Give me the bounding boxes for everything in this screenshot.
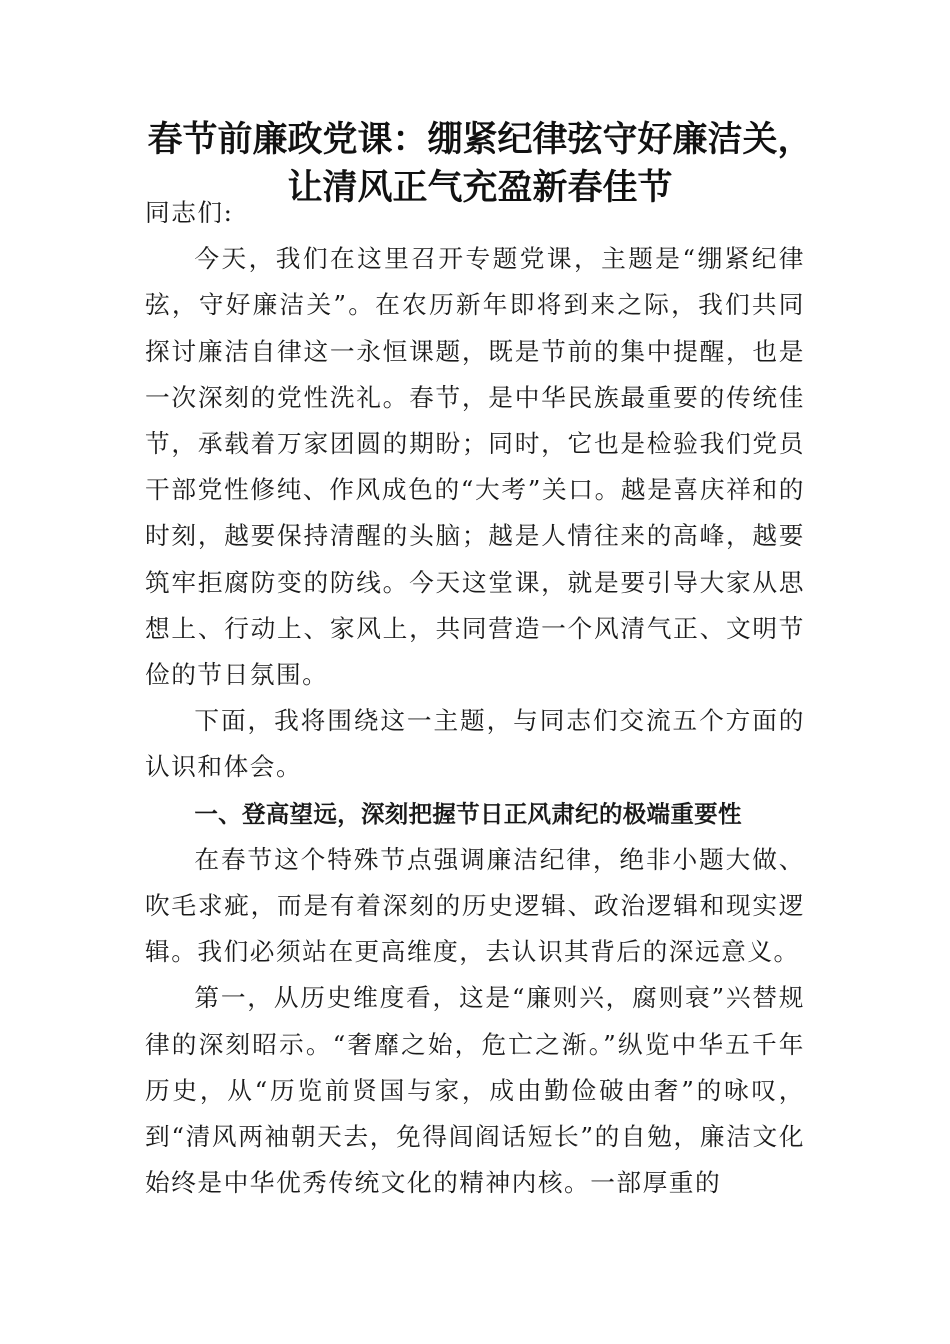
paragraph-intro: 今天，我们在这里召开专题党课，主题是“绷紧纪律弦，守好廉洁关”。在农历新年即将到来之际，我们共同探讨廉洁自律这一永恒课题，既是节前的集中提醒，也是一次深刻的党性洗礼。春节，是中华民族最重要的传统佳节，承载着万家团圆的期盼；同时，它也是检验我们党员干部党性修纯、作风成色的“大考”关口。越是喜庆祥和的时刻，越要保持清醒的头脑；越是人情往来的高峰，越要筑牢拒腐防变的防线。今天这堂课，就是要引导大家从思想上、行动上、家风上，共同营造一个风清气正、文明节俭的节日氛围。 [145, 244, 805, 690]
section-heading-1: 一、登高望远，深刻把握节日正风肃纪的极端重要性 [194, 799, 742, 828]
paragraph-overview: 下面，我将围绕这一主题，与同志们交流五个方面的认识和体会。 [145, 706, 805, 782]
section-1-paragraph: 第一，从历史维度看，这是“廉则兴，腐则衰”兴替规律的深刻昭示。“奢靡之始，危亡之渐。”纵览中华五千年历史，从“历览前贤国与家，成由勤俭破由奢”的咏叹，到“清风两袖朝天去，免得闾阎话短长”的自勉，廉洁文化始终是中华优秀传统文化的精神内核。一部厚重的 [145, 983, 805, 1198]
document-title-line-2: 让清风正气充盈新春佳节 [287, 167, 673, 208]
salutation: 同志们: [145, 198, 234, 227]
section-1-paragraph: 在春节这个特殊节点强调廉洁纪律，绝非小题大做、吹毛求疵，而是有着深刻的历史逻辑、政治逻辑和现实逻辑。我们必须站在更高维度，去认识其背后的深远意义。 [145, 844, 805, 967]
document-body [145, 190, 805, 1206]
document-title-line-1: 春节前廉政党课：绷紧纪律弦守好廉洁关， [147, 119, 813, 160]
